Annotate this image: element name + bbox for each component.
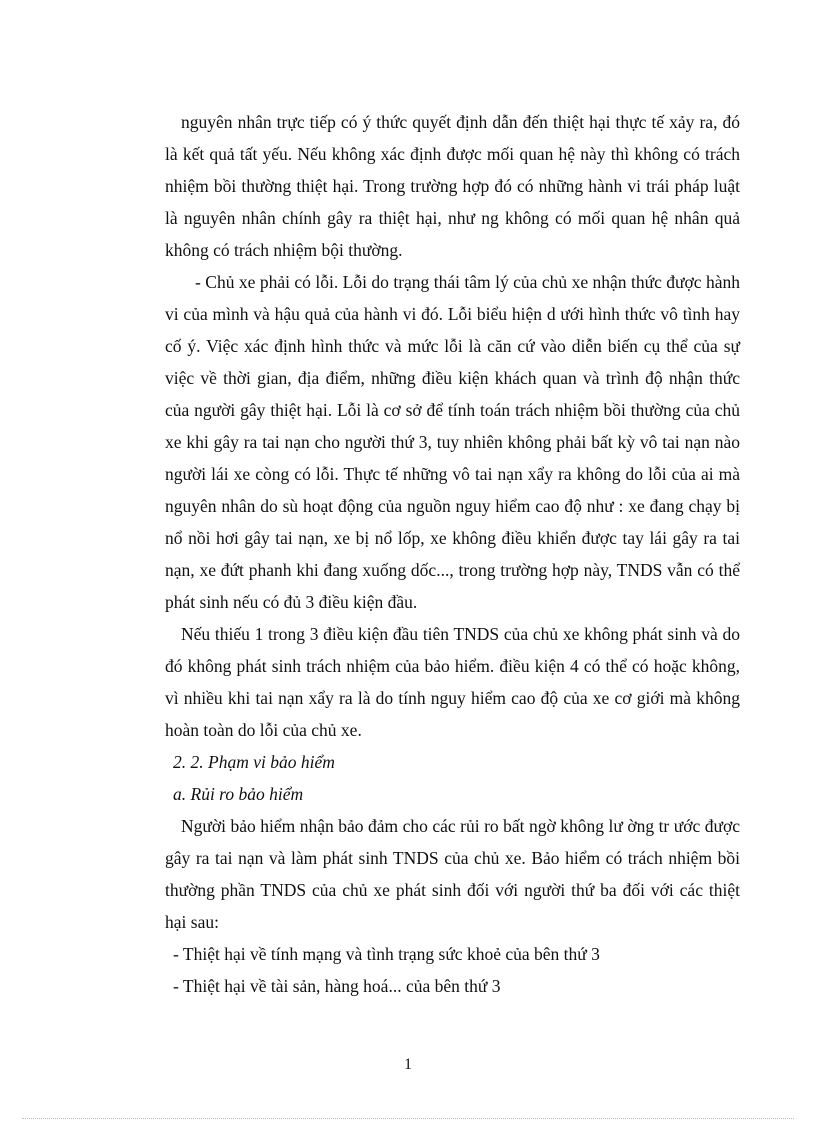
- footer-divider: [22, 1118, 794, 1119]
- paragraph-conditions: Nếu thiếu 1 trong 3 điều kiện đầu tiên TNDS của chủ xe không phát sinh và do đó không phát sinh trách nhiệm của bảo hiểm. điều kiện 4 có thể có hoặc không, vì nhiều khi tai nạn xẩy ra là do tính nguy hiểm cao độ của xe cơ giới mà không hoàn toàn do lỗi của chủ xe.: [165, 624, 740, 740]
- subsection-heading-risk: a. Rủi ro bảo hiểm: [173, 784, 304, 804]
- list-item-property: - Thiệt hại về tài sản, hàng hoá... của bên thứ 3: [173, 976, 501, 996]
- list-item-life-health: - Thiệt hại về tính mạng và tình trạng sức khoẻ của bên thứ 3: [173, 944, 600, 964]
- paragraph-owner-fault: - Chủ xe phải có lỗi. Lỗi do trạng thái tâm lý của chủ xe nhận thức được hành vi của mình và hậu quả của hành vi đó. Lỗi biểu hiện d ưới hình thức vô tình hay cố ý. Việc xác định hình thức và mức lỗi là căn cứ vào diễn biến cụ thể của sự việc về thời gian, địa điểm, những điều kiện khách quan và trình độ nhận thức của người gây thiệt hại. Lỗi là cơ sở để tính toán trách nhiệm bồi thường của chủ xe khi gây ra tai nạn cho người thứ 3, tuy nhiên không phải bất kỳ vô tai nạn nào người lái xe còng có lỗi. Thực tế những vô tai nạn xẩy ra không do lỗi của ai mà nguyên nhân do sù hoạt động của nguồn nguy hiểm cao độ như : xe đang chạy bị nổ nồi hơi gây tai nạn, xe bị nổ lốp, xe không điều khiển được tay lái gây ra tai nạn, xe đứt phanh khi đang xuống dốc..., trong trường hợp này, TNDS vẫn có thể phát sinh nếu có đủ 3 điều kiện đầu.: [165, 272, 740, 612]
- paragraph-causation: nguyên nhân trực tiếp có ý thức quyết định dẫn đến thiệt hại thực tế xảy ra, đó là kết quả tất yếu. Nếu không xác định được mối quan hệ này thì không có trách nhiệm bồi thường thiệt hại. Trong trường hợp đó có những hành vi trái pháp luật là nguyên nhân chính gây ra thiệt hại, như ng không có mối quan hệ nhân quả không có trách nhiệm bội thường.: [165, 112, 740, 260]
- paragraph-insurer: Người bảo hiểm nhận bảo đảm cho các rủi ro bất ngờ không lư ờng tr ước được gây ra tai nạn và làm phát sinh TNDS của chủ xe. Bảo hiểm có trách nhiệm bồi thường phần TNDS của chủ xe phát sinh đối với người thứ ba đối với các thiệt hại sau:: [165, 816, 740, 932]
- page-number: 1: [404, 1056, 412, 1073]
- section-heading-scope: 2. 2. Phạm vi bảo hiểm: [173, 752, 335, 772]
- body-text: [165, 106, 740, 1002]
